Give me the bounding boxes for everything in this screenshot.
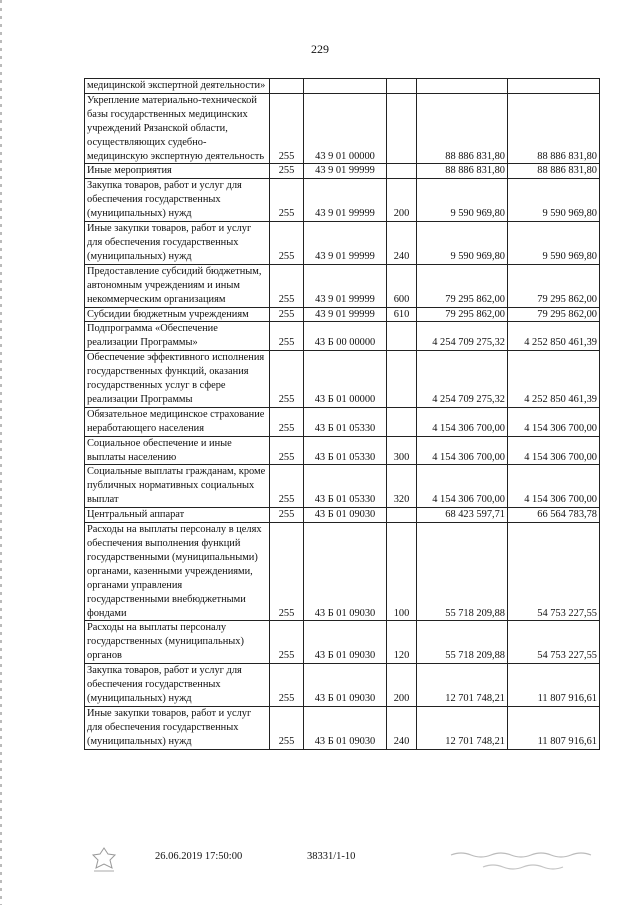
row-vr-code: 600 bbox=[387, 264, 417, 307]
row-sum-2019 bbox=[417, 79, 508, 94]
row-sum-2020: 9 590 969,80 bbox=[508, 222, 600, 265]
row-name: Социальные выплаты гражданам, кроме публичных нормативных социальных выплат bbox=[85, 465, 270, 508]
row-sum-2019: 88 886 831,80 bbox=[417, 93, 508, 164]
row-sum-2020: 79 295 862,00 bbox=[508, 307, 600, 322]
budget-table-body bbox=[85, 79, 600, 750]
row-csr-code: 43 9 01 00000 bbox=[304, 93, 387, 164]
row-sum-2020 bbox=[508, 79, 600, 94]
row-sum-2020: 88 886 831,80 bbox=[508, 164, 600, 179]
row-sum-2019: 55 718 209,88 bbox=[417, 523, 508, 621]
row-csr-code: 43 9 01 99999 bbox=[304, 307, 387, 322]
row-vr-code: 300 bbox=[387, 436, 417, 465]
row-csr-code: 43 9 01 99999 bbox=[304, 179, 387, 222]
table-row bbox=[85, 264, 600, 307]
row-name: Иные мероприятия bbox=[85, 164, 270, 179]
row-vr-code: 100 bbox=[387, 523, 417, 621]
row-name: Укрепление материально-технической базы государственных медицинских учреждений Рязанской области, осуществляющих судебно-медицинскую экспертную деятельность bbox=[85, 93, 270, 164]
page-number: 229 bbox=[311, 42, 329, 56]
row-ved: 255 bbox=[270, 164, 304, 179]
emblem-stamp-icon bbox=[88, 845, 120, 875]
row-name: Социальное обеспечение и иные выплаты населению bbox=[85, 436, 270, 465]
row-sum-2019: 4 154 306 700,00 bbox=[417, 436, 508, 465]
row-ved: 255 bbox=[270, 706, 304, 749]
row-sum-2020: 11 807 916,61 bbox=[508, 706, 600, 749]
table-row bbox=[85, 351, 600, 408]
row-sum-2020: 54 753 227,55 bbox=[508, 621, 600, 664]
row-name: Предоставление субсидий бюджетным, автономным учреждениям и иным некоммерческим организациям bbox=[85, 264, 270, 307]
row-ved: 255 bbox=[270, 664, 304, 707]
row-name: Иные закупки товаров, работ и услуг для обеспечения государственных (муниципальных) нужд bbox=[85, 222, 270, 265]
row-vr-code: 200 bbox=[387, 664, 417, 707]
row-sum-2019: 9 590 969,80 bbox=[417, 222, 508, 265]
row-ved: 255 bbox=[270, 222, 304, 265]
registry-watermark-icon bbox=[447, 845, 607, 875]
row-ved: 255 bbox=[270, 436, 304, 465]
row-csr-code: 43 Б 01 09030 bbox=[304, 508, 387, 523]
table-row bbox=[85, 436, 600, 465]
row-sum-2019: 79 295 862,00 bbox=[417, 264, 508, 307]
row-vr-code: 240 bbox=[387, 222, 417, 265]
row-sum-2020: 4 154 306 700,00 bbox=[508, 465, 600, 508]
row-name: Расходы на выплаты персоналу в целях обеспечения выполнения функций государственными (муниципальными) органами, казенными учреждениями, органами управления государственными внебюджетными фондами bbox=[85, 523, 270, 621]
row-ved: 255 bbox=[270, 621, 304, 664]
row-sum-2019: 68 423 597,71 bbox=[417, 508, 508, 523]
table-row bbox=[85, 465, 600, 508]
row-csr-code: 43 Б 01 09030 bbox=[304, 664, 387, 707]
row-sum-2020: 11 807 916,61 bbox=[508, 664, 600, 707]
footer-date: 26.06.2019 17:50:00 bbox=[155, 851, 243, 862]
footer-doc-number: 38331/1-10 bbox=[307, 851, 356, 862]
row-sum-2020: 9 590 969,80 bbox=[508, 179, 600, 222]
table-row bbox=[85, 407, 600, 436]
row-ved: 255 bbox=[270, 322, 304, 351]
table-row bbox=[85, 706, 600, 749]
table-row bbox=[85, 621, 600, 664]
row-name: Закупка товаров, работ и услуг для обеспечения государственных (муниципальных) нужд bbox=[85, 664, 270, 707]
row-ved: 255 bbox=[270, 264, 304, 307]
row-ved bbox=[270, 79, 304, 94]
row-csr-code: 43 Б 01 00000 bbox=[304, 351, 387, 408]
row-csr-code: 43 Б 01 05330 bbox=[304, 465, 387, 508]
row-ved: 255 bbox=[270, 179, 304, 222]
budget-table bbox=[84, 78, 600, 750]
row-name: Подпрограмма «Обеспечение реализации Программы» bbox=[85, 322, 270, 351]
row-ved: 255 bbox=[270, 407, 304, 436]
row-name: Обеспечение эффективного исполнения государственных функций, оказания государственных услуг в сфере реализации Программы bbox=[85, 351, 270, 408]
row-sum-2020: 79 295 862,00 bbox=[508, 264, 600, 307]
row-sum-2020: 4 252 850 461,39 bbox=[508, 322, 600, 351]
row-name: медицинской экспертной деятельности» bbox=[85, 79, 270, 94]
table-row bbox=[85, 322, 600, 351]
footer bbox=[0, 851, 640, 881]
row-csr-code bbox=[304, 79, 387, 94]
row-vr-code bbox=[387, 164, 417, 179]
row-name: Центральный аппарат bbox=[85, 508, 270, 523]
table-row bbox=[85, 664, 600, 707]
row-sum-2019: 4 154 306 700,00 bbox=[417, 407, 508, 436]
row-vr-code: 120 bbox=[387, 621, 417, 664]
row-sum-2019: 9 590 969,80 bbox=[417, 179, 508, 222]
scan-edge-marks bbox=[0, 0, 2, 905]
table-row bbox=[85, 79, 600, 94]
table-row bbox=[85, 523, 600, 621]
row-csr-code: 43 Б 01 09030 bbox=[304, 706, 387, 749]
row-sum-2019: 55 718 209,88 bbox=[417, 621, 508, 664]
row-sum-2020: 4 154 306 700,00 bbox=[508, 407, 600, 436]
row-sum-2020: 88 886 831,80 bbox=[508, 93, 600, 164]
row-vr-code bbox=[387, 407, 417, 436]
row-sum-2020: 4 252 850 461,39 bbox=[508, 351, 600, 408]
row-csr-code: 43 Б 01 05330 bbox=[304, 436, 387, 465]
table-row bbox=[85, 93, 600, 164]
row-name: Обязательное медицинское страхование неработающего населения bbox=[85, 407, 270, 436]
row-csr-code: 43 Б 01 09030 bbox=[304, 523, 387, 621]
row-sum-2020: 4 154 306 700,00 bbox=[508, 436, 600, 465]
row-csr-code: 43 Б 01 05330 bbox=[304, 407, 387, 436]
row-vr-code: 610 bbox=[387, 307, 417, 322]
row-sum-2020: 54 753 227,55 bbox=[508, 523, 600, 621]
row-sum-2019: 4 254 709 275,32 bbox=[417, 322, 508, 351]
table-row bbox=[85, 222, 600, 265]
row-ved: 255 bbox=[270, 523, 304, 621]
row-sum-2019: 4 254 709 275,32 bbox=[417, 351, 508, 408]
row-name: Иные закупки товаров, работ и услуг для обеспечения государственных (муниципальных) нужд bbox=[85, 706, 270, 749]
row-sum-2019: 12 701 748,21 bbox=[417, 664, 508, 707]
row-vr-code: 320 bbox=[387, 465, 417, 508]
row-name: Субсидии бюджетным учреждениям bbox=[85, 307, 270, 322]
table-row bbox=[85, 307, 600, 322]
row-ved: 255 bbox=[270, 351, 304, 408]
row-name: Закупка товаров, работ и услуг для обеспечения государственных (муниципальных) нужд bbox=[85, 179, 270, 222]
row-vr-code: 200 bbox=[387, 179, 417, 222]
row-vr-code bbox=[387, 93, 417, 164]
table-row bbox=[85, 164, 600, 179]
row-sum-2019: 4 154 306 700,00 bbox=[417, 465, 508, 508]
row-sum-2019: 79 295 862,00 bbox=[417, 307, 508, 322]
row-vr-code bbox=[387, 351, 417, 408]
row-csr-code: 43 Б 00 00000 bbox=[304, 322, 387, 351]
row-ved: 255 bbox=[270, 465, 304, 508]
row-csr-code: 43 9 01 99999 bbox=[304, 222, 387, 265]
row-csr-code: 43 9 01 99999 bbox=[304, 164, 387, 179]
row-vr-code bbox=[387, 322, 417, 351]
row-vr-code: 240 bbox=[387, 706, 417, 749]
row-ved: 255 bbox=[270, 307, 304, 322]
row-ved: 255 bbox=[270, 508, 304, 523]
table-row bbox=[85, 508, 600, 523]
row-csr-code: 43 9 01 99999 bbox=[304, 264, 387, 307]
row-sum-2020: 66 564 783,78 bbox=[508, 508, 600, 523]
row-sum-2019: 88 886 831,80 bbox=[417, 164, 508, 179]
row-ved: 255 bbox=[270, 93, 304, 164]
row-sum-2019: 12 701 748,21 bbox=[417, 706, 508, 749]
row-csr-code: 43 Б 01 09030 bbox=[304, 621, 387, 664]
row-name: Расходы на выплаты персоналу государственных (муниципальных) органов bbox=[85, 621, 270, 664]
row-vr-code bbox=[387, 79, 417, 94]
table-row bbox=[85, 179, 600, 222]
row-vr-code bbox=[387, 508, 417, 523]
